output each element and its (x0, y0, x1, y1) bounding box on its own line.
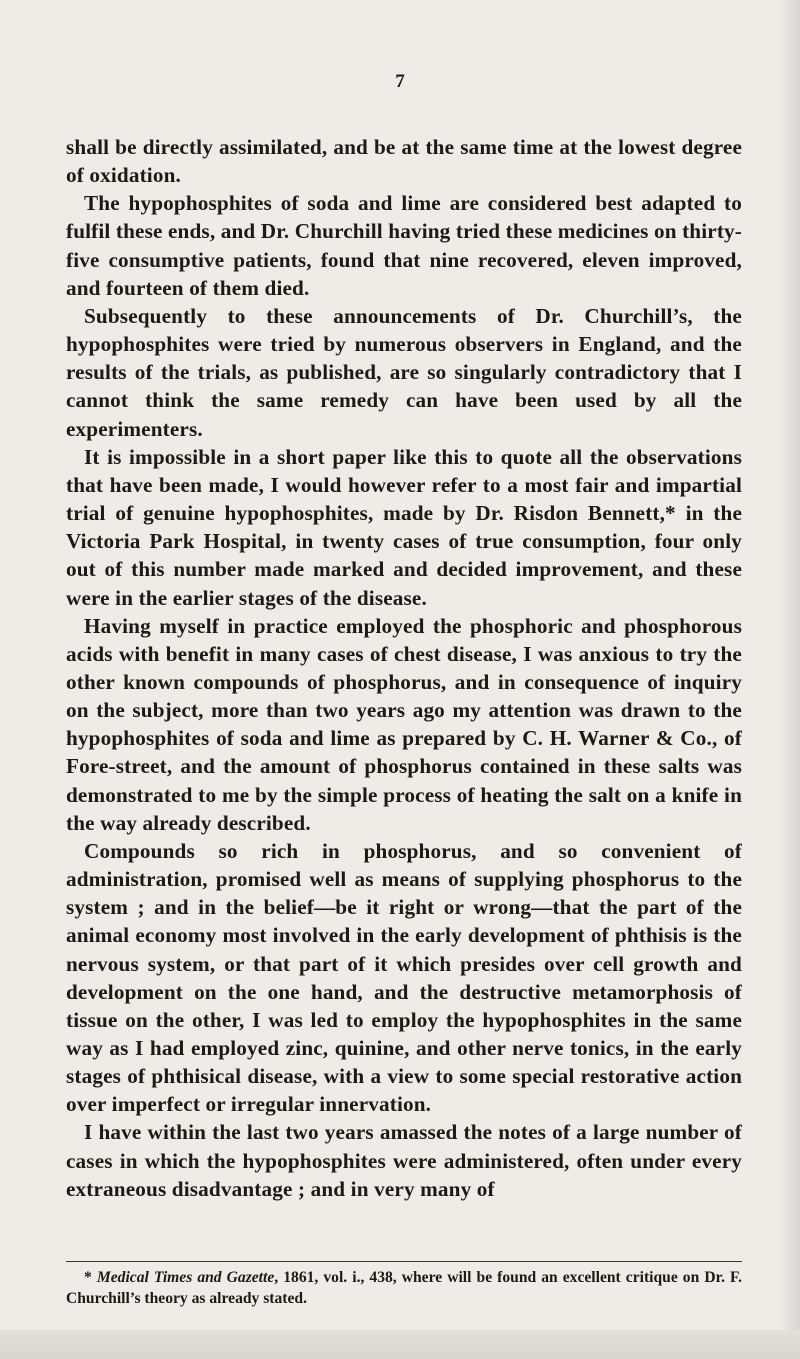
footnote-text: , 1861, vol. i., 438, where will be found an excellent critique on Dr. F. Churchill’s theory as already stated. (66, 1269, 743, 1307)
paragraph: Having myself in practice employed the phosphoric and phosphorous acids with benefit in many cases of chest disease, I was anxious to try the other known compounds of phosphorus, and in consequence of inquiry on the subject, more than two years ago my attention was drawn to the hypophosphites of soda and lime as prepared by C. H. Warner & Co., of Fore-street, and the amount of phosphorus contained in these salts was demonstrated to me by the simple process of heating the salt on a knife in the way already described. (66, 613, 742, 835)
footnote-title: Medical Times and Gazette (96, 1269, 275, 1286)
body-text (66, 133, 742, 1203)
footnote (66, 1267, 742, 1309)
footnote-rule (66, 1261, 742, 1262)
footnote-marker: * (84, 1269, 92, 1286)
paragraph: shall be directly assimilated, and be at the same time at the lowest degree of oxidation. (66, 135, 742, 188)
paragraph: The hypophosphites of soda and lime are considered best adapted to fulfil these ends, and Dr. Churchill having tried these medicines on thirty-five consumptive patients, found that nine recovered, eleven improved, and fourteen of them died. (66, 191, 742, 300)
paragraph: It is impossible in a short paper like this to quote all the observations that have been made, I would however refer to a most fair and impartial trial of genuine hypophosphites, made by Dr. Risdon Bennett,* in the Victoria Park Hospital, in twenty cases of true consumption, four only out of this number made marked and decided improvement, and these were in the earlier stages of the disease. (66, 444, 742, 610)
paragraph: I have within the last two years amassed the notes of a large number of cases in which the hypophosphites were administered, often under every extraneous disadvantage ; and in very many of (66, 1120, 742, 1201)
page-bottom-margin (0, 1330, 800, 1359)
page-number: 7 (395, 71, 405, 92)
paragraph: Subsequently to these announcements of Dr. Churchill’s, the hypophosphites were tried by numerous observers in England, and the results of the trials, as published, are so singularly contradictory that I cannot think the same remedy can have been used by all the experimenters. (66, 303, 742, 441)
paragraph: Compounds so rich in phosphorus, and so convenient of administration, promised well as means of supplying phosphorus to the system ; and in the belief—be it right or wrong—that the part of the animal economy most involved in the early development of phthisis is the nervous system, or that part of it which presides over cell growth and development on the one hand, and the destructive metamorphosis of tissue on the other, I was led to employ the hypophosphites in the same way as I had employed zinc, quinine, and other nerve tonics, in the early stages of phthisical disease, with a view to some special restorative action over imperfect or irregular innervation. (66, 838, 742, 1117)
page-edge-shadow (780, 0, 800, 1359)
